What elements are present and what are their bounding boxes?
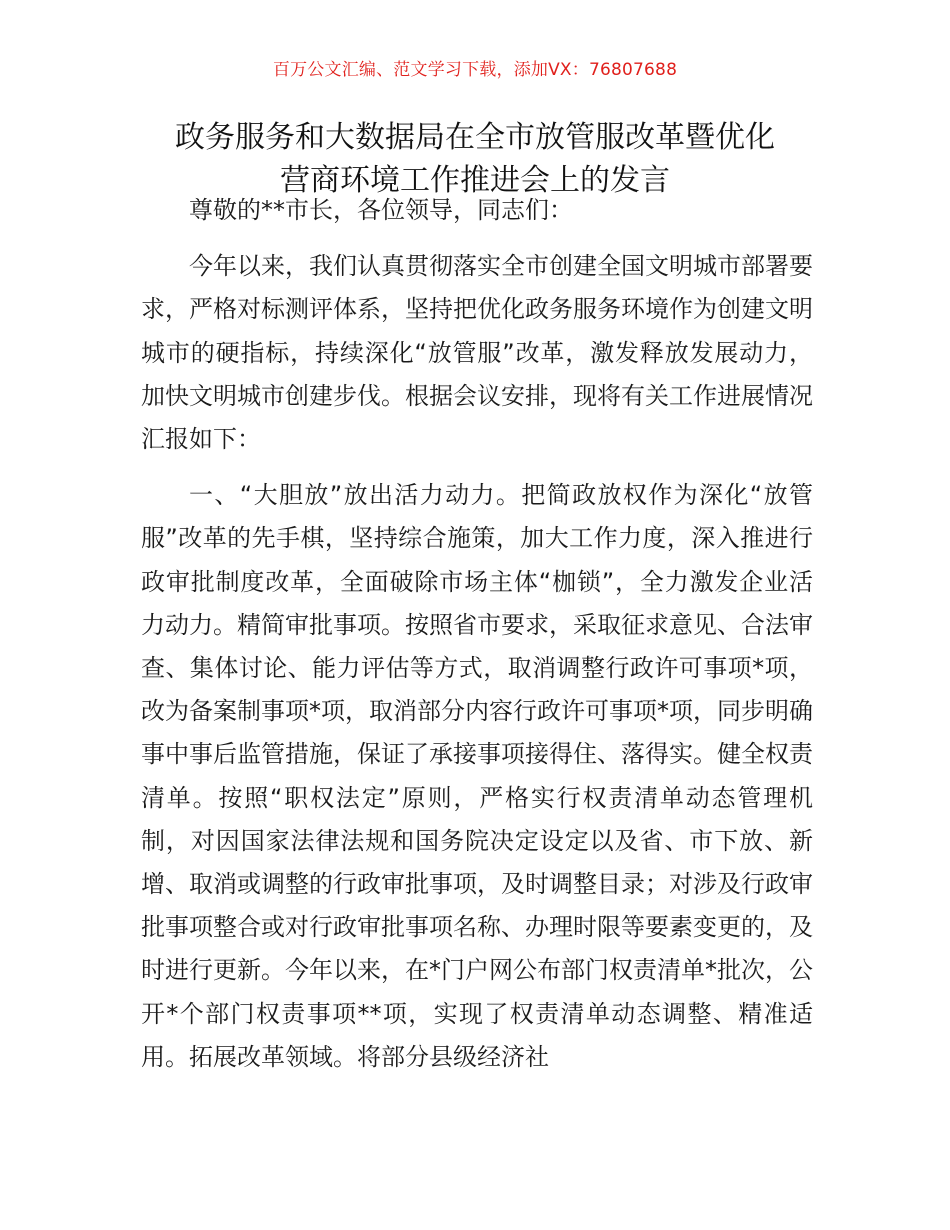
- paragraph-intro: 今年以来，我们认真贯彻落实全市创建全国文明城市部署要求，严格对标测评体系，坚持把优化政务服务环境作为创建文明城市的硬指标，持续深化“放管服”改革，激发释放发展动力，加快文明城市创建步伐。根据会议安排，现将有关工作进展情况汇报如下：: [141, 252, 813, 454]
- header-banner: 百万公文汇编、范文学习下载，添加VX：76807688: [272, 60, 678, 80]
- paragraph-section-1: 一、“大胆放”放出活力动力。把简政放权作为深化“放管服”改革的先手棋，坚持综合施策，加大工作力度，深入推进行政审批制度改革，全面破除市场主体“枷锁”，全力激发企业活力动力。精简审批事项。按照省市要求，采取征求意见、合法审查、集体讨论、能力评估等方式，取消调整行政许可事项*项，改为备案制事项*项，取消部分内容行政许可事项*项，同步明确事中事后监管措施，保证了承接事项接得住、落得实。健全权责清单。按照“职权法定”原则，严格实行权责清单动态管理机制，对因国家法律法规和国务院决定设定以及省、市下放、新增、取消或调整的行政审批事项，及时调整目录；对涉及行政审批事项整合或对行政审批事项名称、办理时限等要素变更的，及时进行更新。今年以来，在*门户网公布部门权责清单*批次，公开*个部门权责事项**项，实现了权责清单动态调整、精准适用。拓展改革领域。将部分县级经济社: [141, 481, 813, 1071]
- title-line-1: 政务服务和大数据局在全市放管服改革暨优化: [175, 120, 775, 155]
- title-line-2: 营商环境工作推进会上的发言: [280, 163, 670, 198]
- greeting: 尊敬的**市长，各位领导，同志们：: [189, 196, 573, 224]
- document-body: [141, 189, 813, 1079]
